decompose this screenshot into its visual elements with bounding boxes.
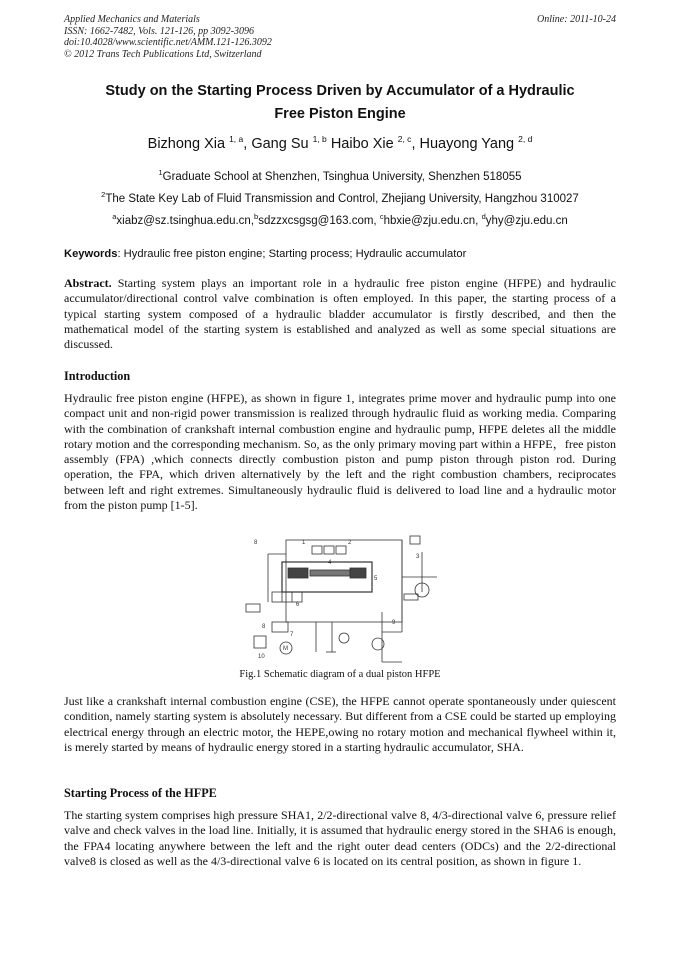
figure-caption: Fig.1 Schematic diagram of a dual piston HFPE	[239, 669, 441, 680]
title-line-2: Free Piston Engine	[274, 106, 406, 122]
author-superscript: 1, b	[312, 134, 327, 144]
keywords-text: : Hydraulic free piston engine; Starting process; Hydraulic accumulator	[117, 248, 467, 260]
doi-line: doi:10.4028/www.scientific.net/AMM.121-126.3092	[64, 37, 272, 48]
author-superscript: 2, d	[518, 134, 533, 144]
author-name: Haibo Xie	[330, 135, 394, 152]
keywords	[64, 248, 616, 260]
paper-title	[64, 80, 616, 126]
copyright-line: © 2012 Trans Tech Publications Ltd, Switzerland	[64, 48, 262, 60]
email-link[interactable]: xiabz@sz.tsinghua.edu.cn,	[116, 214, 255, 227]
figure-label: 8	[262, 624, 266, 630]
section-heading-starting-process: Starting Process of the HFPE	[64, 786, 217, 800]
figure-label: 1	[302, 540, 306, 546]
affiliation-2: $^2$The State Key Lab of Fluid Transmission and Control, Zhejiang University, Hangzhou 310027	[101, 190, 579, 205]
online-date: Online: 2011-10-24	[537, 14, 616, 25]
email-link[interactable]: hbxie@zju.edu.cn,	[383, 214, 479, 227]
figure-label: 2	[348, 540, 352, 546]
author-list: Bizhong Xia $^{1, a}$, Gang Su $^{1, b}$ Haibo Xie $^{2, c}$, Huayong Yang $^{2, d}$	[147, 134, 533, 152]
figure-label: 4	[328, 560, 332, 566]
figure-label: 9	[392, 620, 396, 626]
figure-label: 6	[296, 602, 300, 608]
keywords-label: Keywords	[64, 248, 118, 260]
author-name: Bizhong Xia	[147, 135, 226, 152]
figure-label: 5	[374, 576, 378, 582]
intro-paragraph: Hydraulic free piston engine (HFPE), as shown in figure 1, integrates prime mover and hydraulic pump into one compact unit and non-rigid power transmission is realized through hydraulic fluid as working media. Comparing with the combination of crankshaft internal combustion engine and hydraulic pump, HFPE deletes all the middle rotary motion and the corresponding mechanism. So, as the only primary moving part within a HFPE，free piston assembly (FPA) ,which connects directly combustion piston and pump piston through piston rod. During operation, the FPA, which driven alternatively by the left and the right combustion chambers, reciprocates between left and right extremes. Simultaneously hydraulic fluid is delivered to load line and a hydraulic motor from the piston pump [1-5].	[64, 391, 616, 513]
accumulator-symbol	[410, 536, 420, 544]
intro-heading: Introduction	[64, 369, 131, 383]
abstract-label: Abstract.	[64, 276, 112, 290]
figure-label: 3	[416, 554, 420, 560]
author-superscript: 1, a	[229, 134, 244, 144]
hfpe-schematic-figure	[232, 532, 454, 666]
main-circuit-line	[286, 540, 402, 622]
email-link[interactable]: yhy@zju.edu.cn	[485, 214, 568, 227]
figure-label: M	[283, 646, 288, 652]
affiliation-1: $^1$Graduate School at Shenzhen, Tsinghua University, Shenzhen 518055	[158, 168, 522, 183]
paragraph-starting-process: The starting system comprises high pressure SHA1, 2/2-directional valve 8, 4/3-directional valve 6, pressure relief valve and check valves in the load line. Initially, it is assumed that hydraulic energy stored in the SHA6 is enough, the FPA4 locating anywhere between the left and the right outer dead centers (ODCs) and the 2/2-directional valve8 is closed as well as the 4/3-directional valve 6 is located on its central position, as shown in figure 1.	[64, 808, 616, 868]
author-superscript: 2, c	[397, 134, 412, 144]
issn-line: ISSN: 1662-7482, Vols. 121-126, pp 3092-3096	[64, 25, 254, 37]
abstract-text: Starting system plays an important role in a hydraulic free piston engine (HFPE) and hydraulic accumulator/directional control valve combination is often employed. In this paper, the starting process of a typical starting system composed of a hydraulic bladder accumulator is firstly described, and then the mathematical model of the starting system is established and analyzed as well as some special situations are discussed.	[64, 276, 616, 352]
figure-label: 8	[254, 540, 258, 546]
paragraph-cse-comparison: Just like a crankshaft internal combustion engine (CSE), the HFPE cannot operate spontaneously under quiescent condition, namely starting system is absolutely necessary. But different from a CSE could be started up employing electrical energy through an electric motor, the HEPE,owing no rotary motion and mechanical flywheel within it, is merely started by means of hydraulic energy stored in a starting hydraulic accumulator, SHA.	[64, 694, 616, 754]
journal-name: Applied Mechanics and Materials	[64, 14, 200, 25]
figure-label: 7	[290, 632, 294, 638]
title-line-1: Study on the Starting Process Driven by Accumulator of a Hydraulic	[105, 83, 575, 99]
author-name: Huayong Yang	[419, 135, 515, 152]
journal-header	[64, 14, 616, 60]
author-name: Gang Su	[251, 135, 309, 152]
email-line: $^a$xiabz@sz.tsinghua.edu.cn,$^b$sdzzxcsgsg@163.com, $^c$hbxie@zju.edu.cn, $^d$yhy@zju.edu.cn	[112, 212, 568, 227]
hfpe-schematic-diagram	[232, 532, 454, 666]
figure-label: 10	[258, 654, 265, 660]
email-link[interactable]: sdzzxcsgsg@163.com,	[258, 214, 377, 227]
abstract	[64, 276, 616, 352]
directional-valve-symbol	[272, 592, 302, 602]
